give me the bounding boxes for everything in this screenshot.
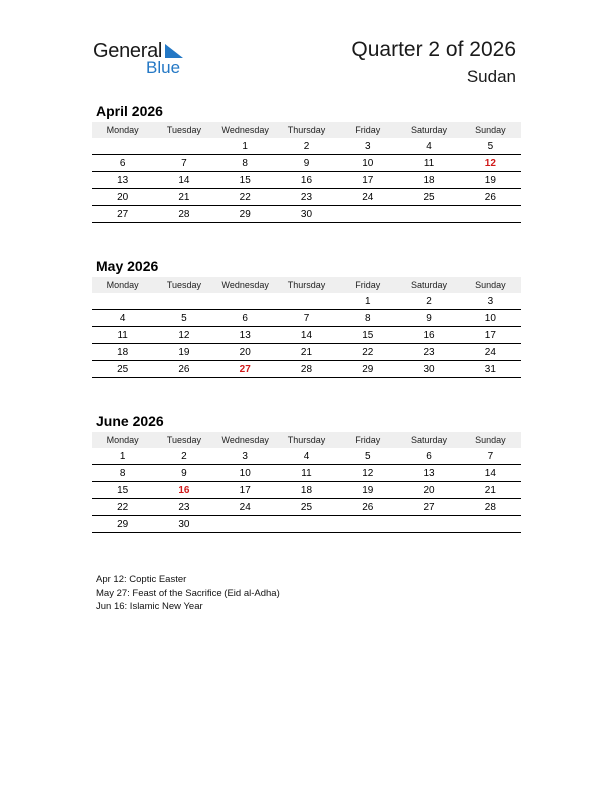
day-cell — [153, 293, 214, 310]
day-cell: 1 — [215, 138, 276, 155]
day-cell: 28 — [460, 499, 521, 516]
day-cell: 26 — [153, 361, 214, 378]
logo-general-text: General — [93, 40, 163, 62]
week-row — [92, 499, 521, 516]
day-cell: 15 — [337, 327, 398, 344]
week-row — [92, 327, 521, 344]
holiday-list — [96, 573, 280, 614]
day-cell: 30 — [153, 516, 214, 533]
day-cell: 24 — [337, 189, 398, 206]
day-cell — [276, 293, 337, 310]
day-cell: 23 — [276, 189, 337, 206]
day-cell: 24 — [460, 344, 521, 361]
day-cell: 29 — [337, 361, 398, 378]
day-cell: 4 — [92, 310, 153, 327]
day-cell: 20 — [92, 189, 153, 206]
day-cell: 29 — [215, 206, 276, 223]
day-cell: 17 — [215, 482, 276, 499]
day-cell — [398, 516, 459, 533]
calendar-table — [92, 122, 521, 223]
weekday-header: Thursday — [276, 277, 337, 293]
day-cell: 3 — [215, 448, 276, 465]
day-cell — [337, 206, 398, 223]
holiday-item: May 27: Feast of the Sacrifice (Eid al-Adha) — [96, 587, 280, 599]
day-cell: 24 — [215, 499, 276, 516]
week-row — [92, 138, 521, 155]
day-cell: 27 — [398, 499, 459, 516]
day-cell: 4 — [276, 448, 337, 465]
week-row — [92, 448, 521, 465]
day-cell: 3 — [337, 138, 398, 155]
weekday-header-row — [92, 277, 521, 293]
day-cell: 5 — [460, 138, 521, 155]
day-cell: 1 — [92, 448, 153, 465]
day-cell: 14 — [276, 327, 337, 344]
month-title: June 2026 — [96, 413, 164, 429]
day-cell: 11 — [92, 327, 153, 344]
day-cell: 12 — [337, 465, 398, 482]
day-cell: 28 — [153, 206, 214, 223]
day-cell — [460, 516, 521, 533]
day-cell: 21 — [276, 344, 337, 361]
day-cell: 2 — [153, 448, 214, 465]
weekday-header: Wednesday — [215, 277, 276, 293]
weekday-header: Saturday — [398, 277, 459, 293]
day-cell: 2 — [276, 138, 337, 155]
day-cell: 16 — [398, 327, 459, 344]
month-title: May 2026 — [96, 258, 159, 274]
day-cell: 2 — [398, 293, 459, 310]
day-cell: 1 — [337, 293, 398, 310]
day-cell: 25 — [398, 189, 459, 206]
day-cell: 7 — [460, 448, 521, 465]
day-cell: 6 — [215, 310, 276, 327]
quarter-title: Quarter 2 of 2026 — [351, 38, 516, 61]
holiday-day-cell: 16 — [153, 482, 214, 499]
day-cell — [337, 516, 398, 533]
week-row — [92, 516, 521, 533]
day-cell — [276, 516, 337, 533]
week-row — [92, 172, 521, 189]
day-cell: 9 — [276, 155, 337, 172]
weekday-header: Tuesday — [153, 122, 214, 138]
day-cell — [398, 206, 459, 223]
day-cell: 11 — [276, 465, 337, 482]
day-cell: 13 — [92, 172, 153, 189]
month-june — [92, 412, 521, 533]
weekday-header: Saturday — [398, 122, 459, 138]
day-cell — [215, 293, 276, 310]
day-cell: 14 — [460, 465, 521, 482]
holiday-item: Jun 16: Islamic New Year — [96, 601, 203, 612]
week-row — [92, 344, 521, 361]
week-row — [92, 310, 521, 327]
day-cell: 30 — [276, 206, 337, 223]
day-cell: 21 — [460, 482, 521, 499]
weekday-header: Wednesday — [215, 122, 276, 138]
day-cell: 7 — [276, 310, 337, 327]
day-cell: 18 — [92, 344, 153, 361]
day-cell: 18 — [276, 482, 337, 499]
month-april — [92, 102, 521, 223]
weekday-header-row — [92, 432, 521, 448]
holiday-item: Apr 12: Coptic Easter — [96, 574, 187, 585]
weekday-header: Tuesday — [153, 277, 214, 293]
week-row — [92, 155, 521, 172]
day-cell: 26 — [460, 189, 521, 206]
day-cell: 22 — [215, 189, 276, 206]
day-cell: 29 — [92, 516, 153, 533]
day-cell: 10 — [215, 465, 276, 482]
day-cell: 9 — [398, 310, 459, 327]
day-cell — [460, 206, 521, 223]
day-cell: 17 — [460, 327, 521, 344]
week-row — [92, 361, 521, 378]
weekday-header-row — [92, 122, 521, 138]
day-cell: 15 — [215, 172, 276, 189]
weekday-header: Friday — [337, 277, 398, 293]
weekday-header: Thursday — [276, 122, 337, 138]
day-cell — [92, 293, 153, 310]
day-cell: 11 — [398, 155, 459, 172]
day-cell: 13 — [398, 465, 459, 482]
day-cell: 9 — [153, 465, 214, 482]
day-cell: 5 — [337, 448, 398, 465]
week-row — [92, 189, 521, 206]
calendar-table — [92, 432, 521, 533]
day-cell: 26 — [337, 499, 398, 516]
day-cell: 22 — [337, 344, 398, 361]
calendar-table — [92, 277, 521, 378]
weekday-header: Monday — [92, 432, 153, 448]
weekday-header: Sunday — [460, 432, 521, 448]
weekday-header: Wednesday — [215, 432, 276, 448]
day-cell: 6 — [92, 155, 153, 172]
weekday-header: Monday — [92, 122, 153, 138]
day-cell: 31 — [460, 361, 521, 378]
weekday-header: Sunday — [460, 277, 521, 293]
day-cell: 10 — [337, 155, 398, 172]
holiday-day-cell: 12 — [460, 155, 521, 172]
logo-blue-text: Blue — [146, 58, 181, 77]
day-cell: 23 — [153, 499, 214, 516]
day-cell: 25 — [92, 361, 153, 378]
weekday-header: Sunday — [460, 122, 521, 138]
week-row — [92, 465, 521, 482]
day-cell: 18 — [398, 172, 459, 189]
month-may — [92, 257, 521, 378]
day-cell: 12 — [153, 327, 214, 344]
day-cell: 30 — [398, 361, 459, 378]
weekday-header: Monday — [92, 277, 153, 293]
day-cell: 25 — [276, 499, 337, 516]
day-cell: 6 — [398, 448, 459, 465]
weekday-header: Saturday — [398, 432, 459, 448]
holiday-day-cell: 27 — [215, 361, 276, 378]
day-cell: 8 — [215, 155, 276, 172]
weekday-header: Thursday — [276, 432, 337, 448]
day-cell: 5 — [153, 310, 214, 327]
weekday-header: Friday — [337, 122, 398, 138]
day-cell: 15 — [92, 482, 153, 499]
day-cell — [153, 138, 214, 155]
country-name: Sudan — [466, 67, 516, 86]
day-cell: 13 — [215, 327, 276, 344]
day-cell: 21 — [153, 189, 214, 206]
day-cell: 14 — [153, 172, 214, 189]
day-cell: 27 — [92, 206, 153, 223]
generalblue-logo — [93, 40, 203, 80]
day-cell: 19 — [153, 344, 214, 361]
day-cell: 8 — [92, 465, 153, 482]
day-cell: 10 — [460, 310, 521, 327]
month-title: April 2026 — [96, 103, 163, 119]
day-cell — [215, 516, 276, 533]
weekday-header: Friday — [337, 432, 398, 448]
week-row — [92, 293, 521, 310]
day-cell: 3 — [460, 293, 521, 310]
day-cell: 16 — [276, 172, 337, 189]
day-cell: 19 — [460, 172, 521, 189]
day-cell: 20 — [398, 482, 459, 499]
day-cell: 17 — [337, 172, 398, 189]
week-row — [92, 206, 521, 223]
day-cell: 4 — [398, 138, 459, 155]
day-cell: 23 — [398, 344, 459, 361]
week-row — [92, 482, 521, 499]
day-cell: 19 — [337, 482, 398, 499]
day-cell: 22 — [92, 499, 153, 516]
day-cell — [92, 138, 153, 155]
day-cell: 7 — [153, 155, 214, 172]
day-cell: 20 — [215, 344, 276, 361]
day-cell: 8 — [337, 310, 398, 327]
weekday-header: Tuesday — [153, 432, 214, 448]
day-cell: 28 — [276, 361, 337, 378]
